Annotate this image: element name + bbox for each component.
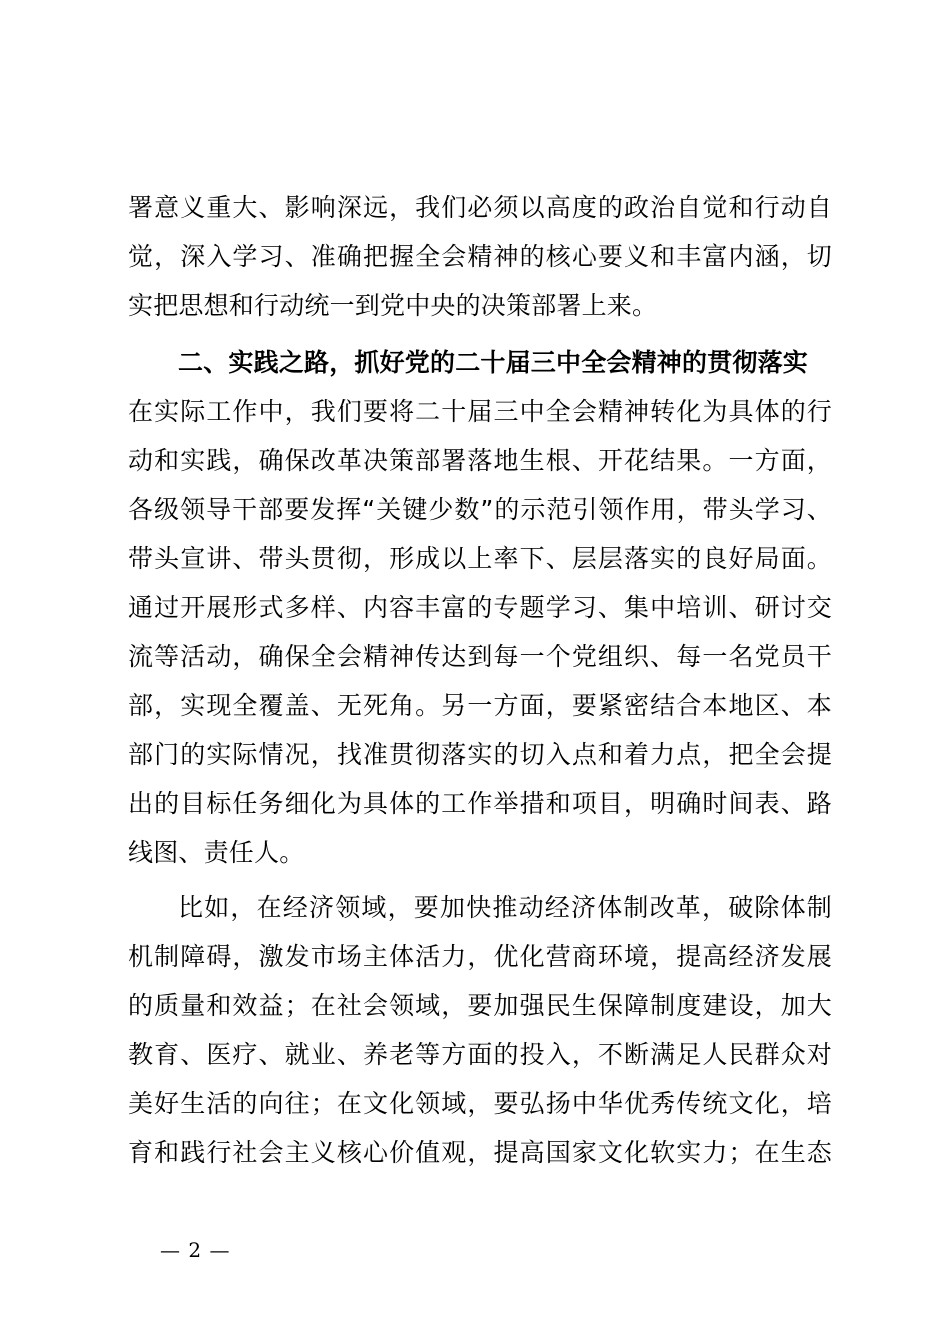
text-line: 流等活动，确保全会精神传达到每一个党组织、每一名党员干 xyxy=(128,642,832,671)
text-line: 实把思想和行动统一到党中央的决策部署上来。 xyxy=(128,291,658,320)
document-body xyxy=(128,183,832,1177)
text-line: 育和践行社会主义核心价值观，提高国家文化软实力；在生态 xyxy=(128,1138,832,1167)
page-number: — 2 — xyxy=(160,1238,231,1262)
text-line: 美好生活的向往；在文化领域，要弘扬中华优秀传统文化，培 xyxy=(128,1089,832,1118)
text-line: 通过开展形式多样、内容丰富的专题学习、集中培训、研讨交 xyxy=(128,593,832,622)
text-line: 动和实践，确保改革决策部署落地生根、开花结果。一方面， xyxy=(128,446,832,475)
text-line: 觉，深入学习、准确把握全会精神的核心要义和丰富内涵，切 xyxy=(128,242,832,271)
text-line: 在实际工作中，我们要将二十届三中全会精神转化为具体的行 xyxy=(128,397,832,426)
section-heading xyxy=(128,338,832,387)
text-line: 各级领导干部要发挥“关键少数”的示范引领作用，带头学习、 xyxy=(128,495,832,524)
text-line: 出的目标任务细化为具体的工作举措和项目，明确时间表、路 xyxy=(128,789,832,818)
heading-line: 二、实践之路，抓好党的二十届三中全会精神的贯彻落实 xyxy=(178,348,809,377)
paragraph-continuation xyxy=(128,183,832,330)
text-line: 教育、医疗、就业、养老等方面的投入，不断满足人民群众对 xyxy=(128,1040,832,1069)
paragraph-practice xyxy=(128,387,832,877)
text-line: 机制障碍，激发市场主体活力，优化营商环境，提高经济发展 xyxy=(128,942,832,971)
text-line: 的质量和效益；在社会领域，要加强民生保障制度建设，加大 xyxy=(128,991,832,1020)
text-line: 部门的实际情况，找准贯彻落实的切入点和着力点，把全会提 xyxy=(128,740,832,769)
text-line: 比如，在经济领域，要加快推动经济体制改革，破除体制 xyxy=(178,893,832,922)
text-line: 署意义重大、影响深远，我们必须以高度的政治自觉和行动自 xyxy=(128,193,832,222)
text-line: 部，实现全覆盖、无死角。另一方面，要紧密结合本地区、本 xyxy=(128,691,832,720)
text-line: 线图、责任人。 xyxy=(128,838,305,867)
paragraph-examples xyxy=(128,883,832,1177)
text-line: 带头宣讲、带头贯彻，形成以上率下、层层落实的良好局面。 xyxy=(128,544,832,573)
